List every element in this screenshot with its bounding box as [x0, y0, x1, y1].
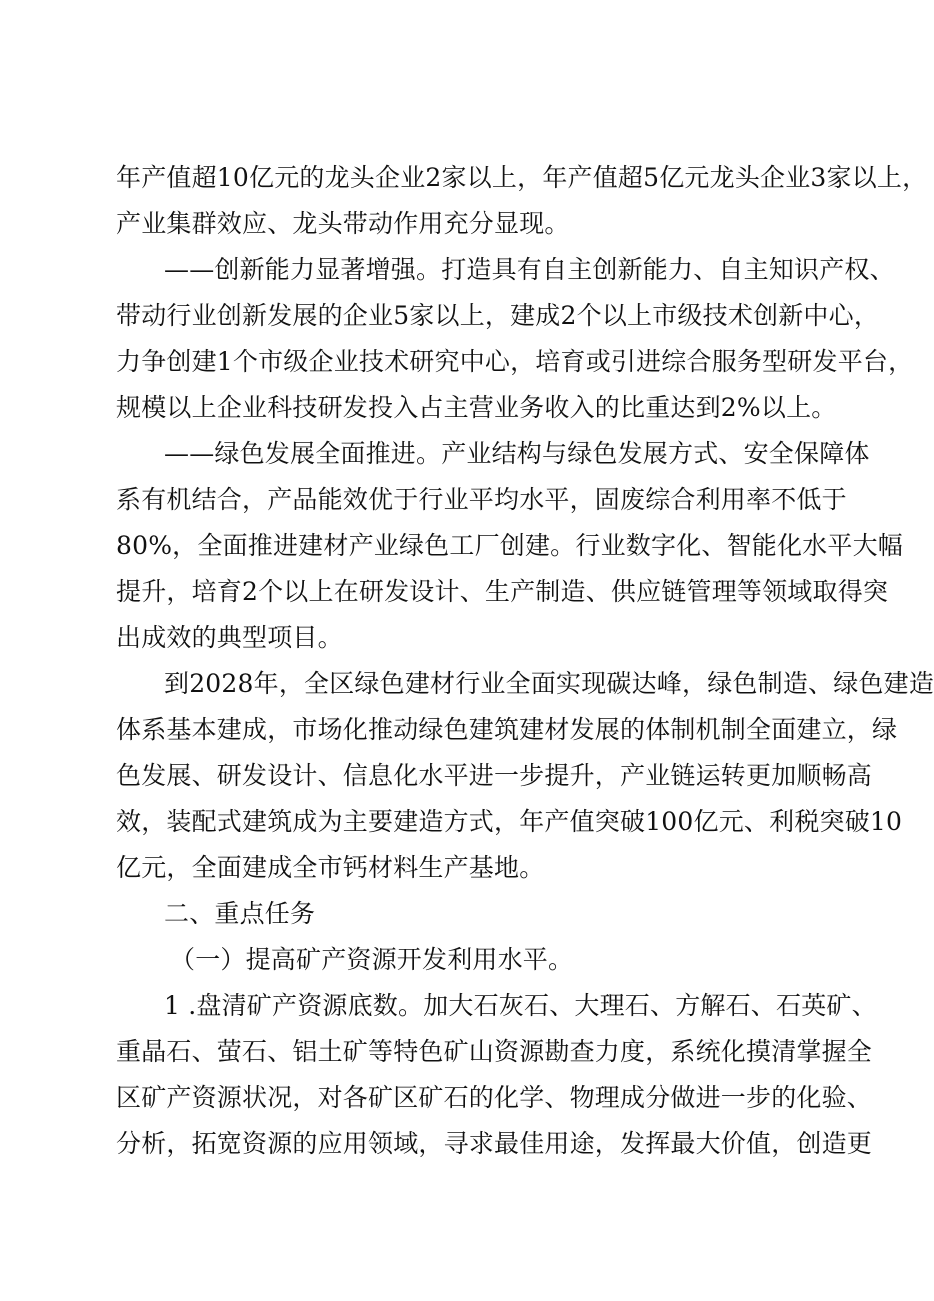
section-heading: 二、重点任务	[164, 899, 316, 928]
text-line: 亿元，全面建成全市钙材料生产基地。	[116, 853, 545, 882]
paragraph-mineral-survey	[116, 983, 877, 1167]
text-line: ——创新能力显著增强。打造具有自主创新能力、自主知识产权、	[164, 255, 895, 284]
text-line: 带动行业创新发展的企业5家以上，建成2个以上市级技术创新中心，	[116, 301, 880, 330]
text-line: 1 .盘清矿产资源底数。加大石灰石、大理石、方解石、石英矿、	[164, 991, 877, 1020]
text-line: 提升，培育2个以上在研发设计、生产制造、供应链管理等领域取得突	[116, 577, 889, 606]
section-heading-key-tasks	[116, 891, 822, 937]
text-line: 区矿产资源状况，对各矿区矿石的化学、物理成分做进一步的化验、	[116, 1083, 873, 1112]
paragraph-innovation	[116, 247, 914, 431]
paragraph-2028-goals	[116, 661, 934, 891]
paragraph-leading-enterprises	[116, 155, 928, 247]
paragraph-green-development	[116, 431, 903, 661]
text-line: ——绿色发展全面推进。产业结构与绿色发展方式、安全保障体	[164, 439, 870, 468]
text-line: 规模以上企业科技研发投入占主营业务收入的比重达到2%以上。	[116, 393, 837, 422]
text-line: 年产值超10亿元的龙头企业2家以上，年产值超5亿元龙头企业3家以上，	[116, 163, 928, 192]
text-line: 重晶石、萤石、铝土矿等特色矿山资源勘查力度，系统化摸清掌握全	[116, 1037, 873, 1066]
subsection-heading-mineral-resources	[116, 937, 822, 983]
subsection-heading: （一）提高矿产资源开发利用水平。	[170, 945, 574, 974]
text-line: 到2028年，全区绿色建材行业全面实现碳达峰，绿色制造、绿色建造	[164, 669, 934, 698]
text-line: 出成效的典型项目。	[116, 623, 343, 652]
text-line: 色发展、研发设计、信息化水平进一步提升，产业链运转更加顺畅高	[116, 761, 873, 790]
text-line: 产业集群效应、龙头带动作用充分显现。	[116, 209, 570, 238]
document-body	[116, 155, 934, 1167]
text-line: 体系基本建成，市场化推动绿色建筑建材发展的体制机制全面建立，绿	[116, 715, 898, 744]
text-line: 分析，拓宽资源的应用领域，寻求最佳用途，发挥最大价值，创造更	[116, 1129, 873, 1158]
text-line: 系有机结合，产品能效优于行业平均水平，固废综合利用率不低于	[116, 485, 847, 514]
text-line: 效，装配式建筑成为主要建造方式，年产值突破100亿元、利税突破10	[116, 807, 903, 836]
text-line: 80%，全面推进建材产业绿色工厂创建。行业数字化、智能化水平大幅	[116, 531, 903, 560]
text-line: 力争创建1个市级企业技术研究中心，培育或引进综合服务型研发平台，	[116, 347, 914, 376]
